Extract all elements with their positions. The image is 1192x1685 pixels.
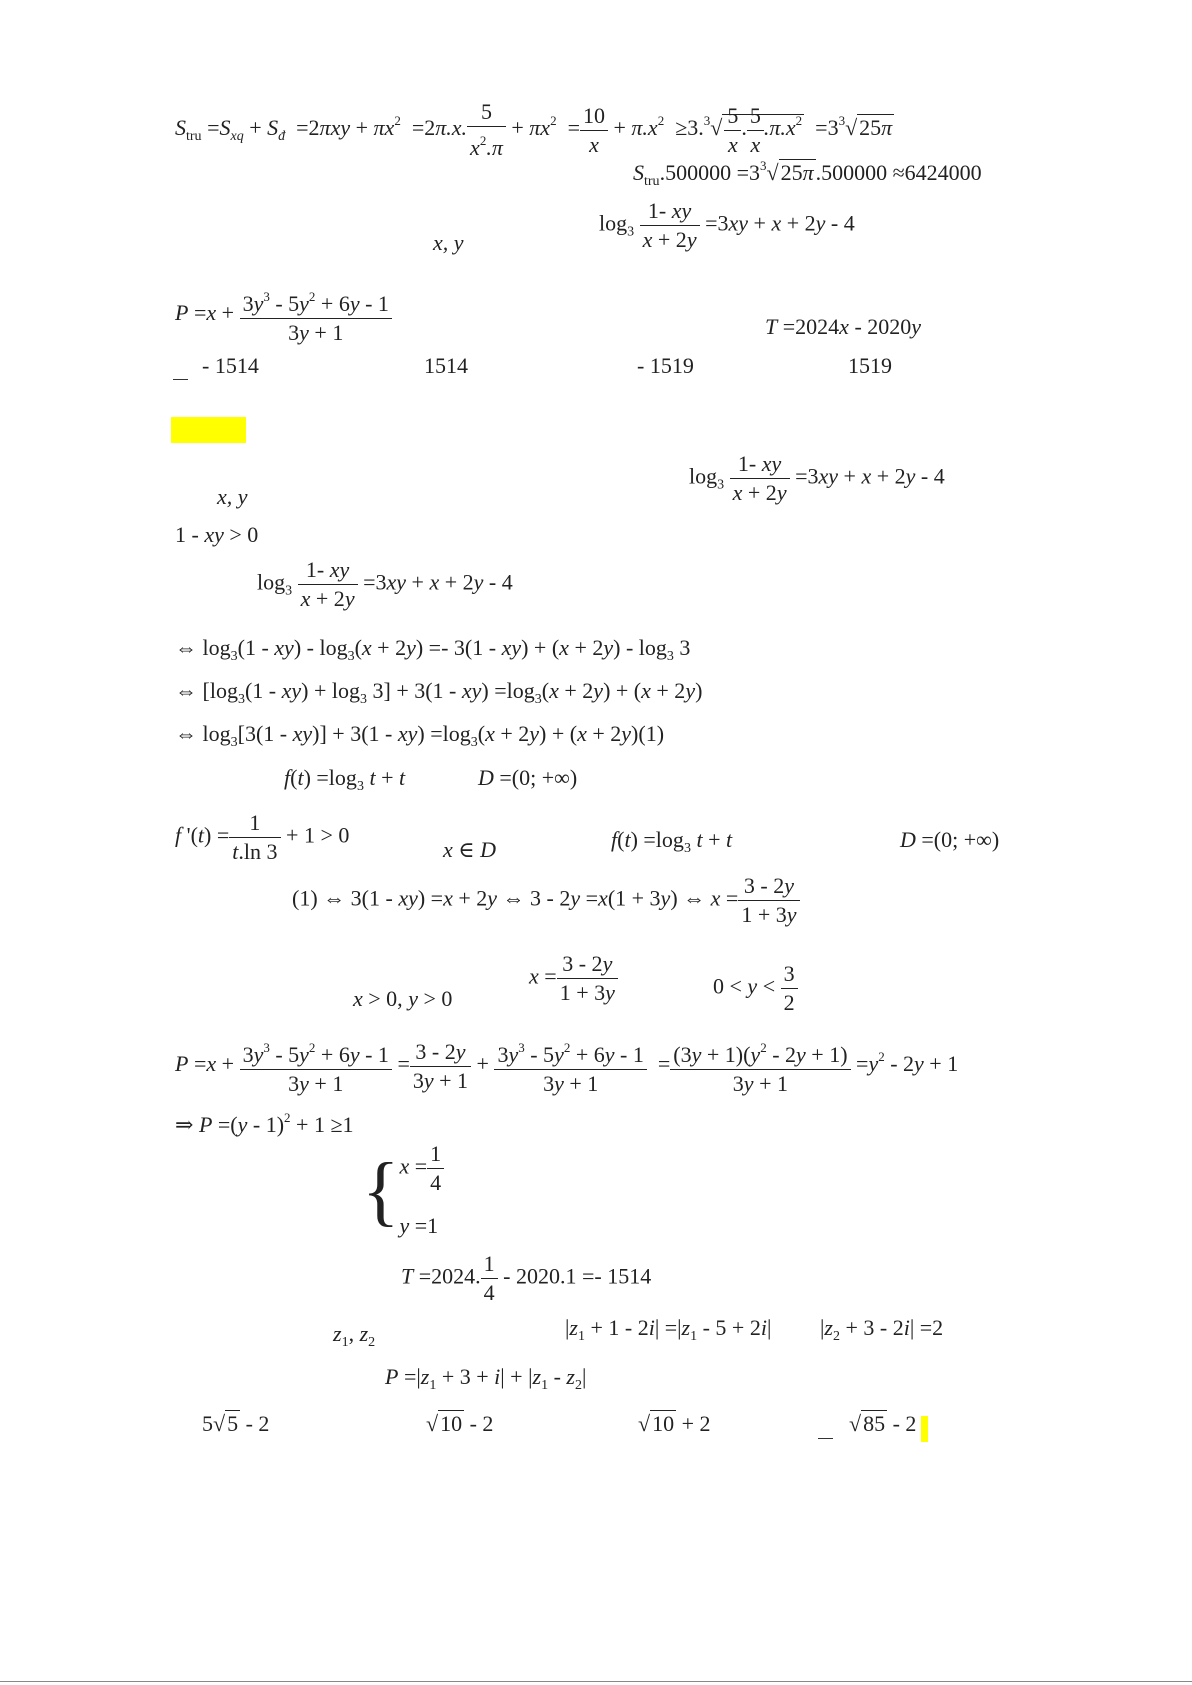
solution-step-1: ⇔ $\log_3(1 - xy) - \log_3(x + 2y) =- 3(1 - xy) + (x + 2y) - \log_3 3$ [175,635,691,664]
solution-equation: $\log_3$ $\frac{1- xy}{x + 2y}$ =3xy + x + 2y - 4 [689,451,945,505]
page-bottom-rule [0,1681,1192,1682]
z-condition-2: $|z_2 + 3 - 2i| =2$ [820,1315,944,1344]
question-P: P =x + $\frac{3y^3 - 5y^2 + 6y - 1}{3y + 1}$ [175,283,392,347]
function-domain: D =(0; +∞) [478,765,578,790]
formula-surface-area: $S_{tru} =S_{xq} + S_đ =2\pi xy + \pi x^2 =2\pi.x$. $\frac{5}{x^2.\pi}$ + $\pi x^2$ = $\frac{10}{x}$ + $\pi.x^2 \ge 3.^3√$ $\frac{5}{x}$ . $\frac{5}{x}$ $.\pi.x^2 =3^3√25\pi$ [175,99,893,160]
answer-marker-2 [818,1438,833,1439]
answer-q1-c[interactable]: - 1519 [637,353,694,378]
highlight-mark-2 [921,1416,928,1442]
answer-q1-a[interactable]: - 1514 [202,353,259,378]
solution-step-3: ⇔ $\log_3[3(1 - xy)] + 3(1 - xy) =\log_3(x + 2y) + (x + 2y)(1)$ [175,721,665,750]
x-expression: x = $\frac{3 - 2y}{1 + 3y}$ [529,950,618,1007]
question-equation: $\log_3$ $\frac{1- xy}{x + 2y}$ =3xy + x + 2y - 4 [599,198,855,252]
answer-q2-a[interactable]: 5√5 - 2 [202,1411,270,1436]
answer-q1-d[interactable]: 1519 [848,353,892,378]
z-P-expression: $P =|z_1 + 3 + i| + |z_1 - z_2|$ [385,1364,587,1393]
answer-q2-d[interactable]: √85 - 2 [849,1411,917,1436]
P-calculation: P =x + $\frac{3y^3 - 5y^2 + 6y - 1}{3y + 1}$ = $\frac{3 - 2y}{3y + 1}$ + $\frac{3y^3 - 5y^2 + 6y - 1}{3y + 1}$ = $\frac{(3y + 1)(y^2 - 2y + 1)}{3y + 1}$ $=y^2 - 2y + 1$ [175,1034,958,1098]
solution-variables: x, y [217,484,248,509]
solution-step-2: ⇔ $[\log_3(1 - xy) + \log_3 3] + 3(1 - xy) =\log_3(x + 2y) + (x + 2y)$ [175,678,703,707]
highlight-mark [171,417,246,443]
function-derivative: f '(t) = $\frac{1}{t.\ln 3}$ + 1 > 0 [175,810,350,864]
answer-marker [173,379,188,380]
x-in-domain: x ∈ D [443,837,496,862]
y-range: 0 < y < $\frac{3}{2}$ [713,960,798,1017]
solution-condition: 1 - xy > 0 [175,522,259,547]
answer-q1-b[interactable]: 1514 [424,353,468,378]
T-value: T =2024. $\frac{1}{4}$ - 2020.1 =- 1514 [401,1251,652,1305]
solution-equation-restated: $\log_3$ $\frac{1- xy}{x + 2y}$ =3xy + x + 2y - 4 [257,557,513,611]
question-T: T =2024x - 2020y [765,314,922,339]
function-definition-2: $f(t) =\log_3$ t + t [611,827,733,856]
question-variables: x, y [433,230,464,255]
function-domain-2: D =(0; +∞) [900,827,1000,852]
solution-step-4: (1) ⇔ 3(1 - xy) =x + 2y ⇔ 3 - 2y =x(1 + 3y) ⇔ x = $\frac{3 - 2y}{1 + 3y}$ [292,872,800,929]
positivity-condition: x > 0, y > 0 [353,986,453,1011]
function-definition: $f(t) =\log_3$ t + t [284,765,406,794]
answer-q2-c[interactable]: √10 + 2 [638,1411,711,1436]
answer-q2-b[interactable]: √10 - 2 [426,1411,494,1436]
z-variables: $z_1$, $z_2$ [333,1321,376,1350]
z-condition-1: $|z_1 + 1 - 2i| =|z_1 - 5 + 2i|$ [565,1315,772,1344]
P-minimum: ⇒ P =(y - 1)$^2$ + 1 ≥1 [175,1110,354,1137]
formula-cost: $S_{tru}.500000 =3^3√25\pi.500000 \approx 6424000$ [633,158,982,189]
equality-system: { x = $\frac{1}{4}$ y =1 [362,1140,444,1241]
